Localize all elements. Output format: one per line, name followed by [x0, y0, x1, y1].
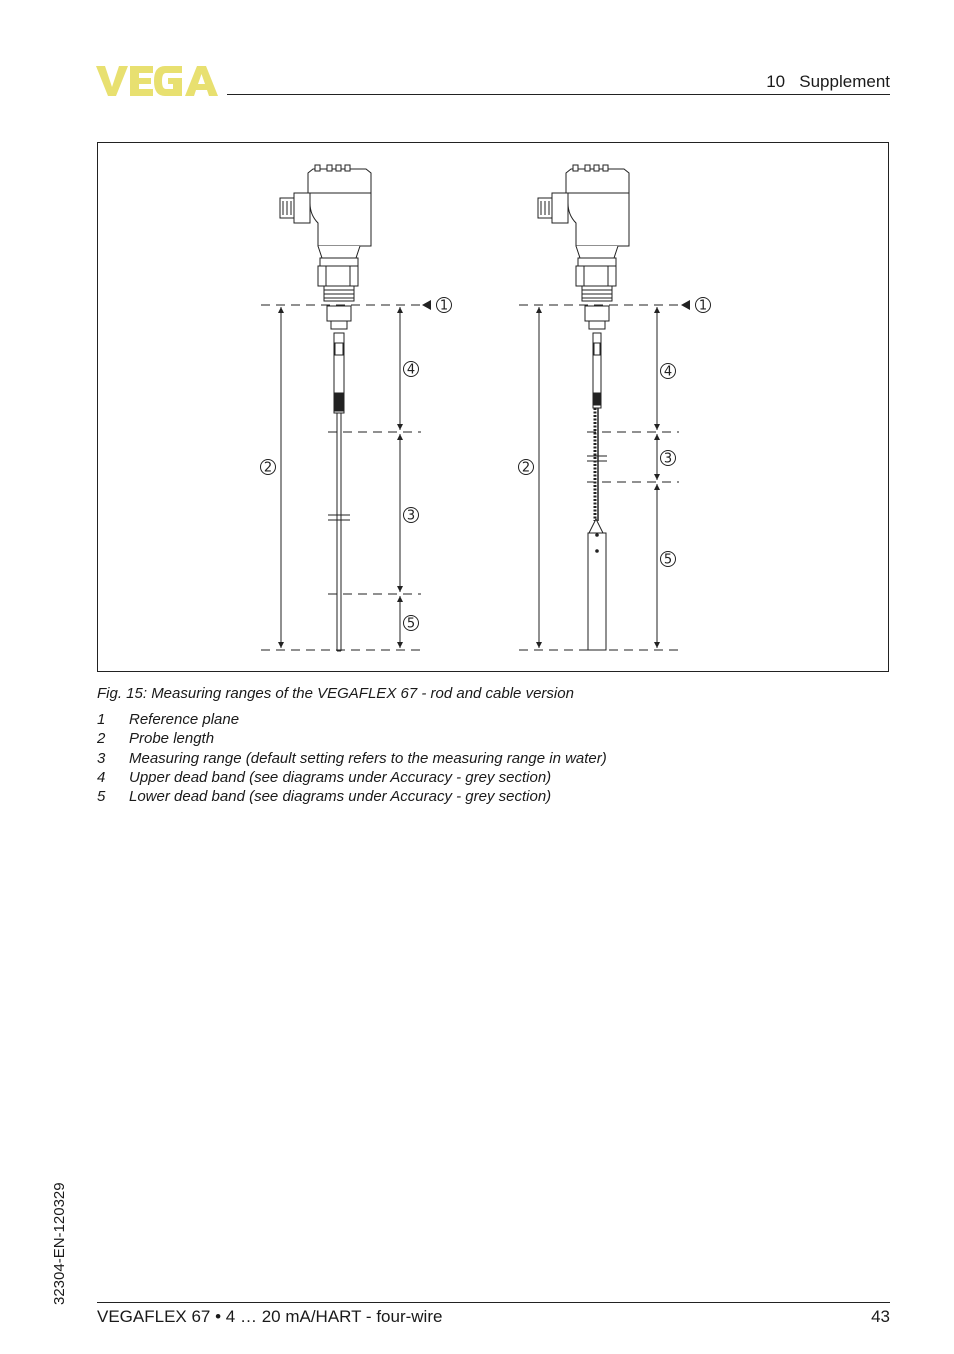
footer-rule	[97, 1302, 890, 1303]
vega-logo	[96, 66, 220, 96]
rod-callout-1: 1	[439, 298, 449, 314]
footer-title: VEGAFLEX 67 • 4 … 20 mA/HART - four-wire	[97, 1307, 443, 1326]
rod-callouts	[261, 298, 452, 631]
header-rule	[227, 94, 890, 95]
rod-callout-3: 3	[406, 508, 416, 524]
rod-callout-4: 4	[406, 362, 416, 378]
cable-callout-4: 4	[663, 364, 673, 380]
rod-version-dimensions	[261, 300, 431, 650]
page-number: 43	[871, 1307, 890, 1326]
section-title: 10 Supplement	[766, 72, 890, 91]
figure-frame	[97, 142, 889, 672]
legend-item: 3 Measuring range (default setting refers to the measuring range in water)	[97, 749, 607, 767]
cable-callout-2: 2	[521, 460, 531, 476]
figure-legend	[97, 710, 607, 806]
measuring-range-drawing	[98, 143, 890, 673]
legend-item: 1 Reference plane	[97, 711, 240, 728]
legend-item: 2 Probe length	[97, 730, 215, 748]
figure-caption: Fig. 15: Measuring ranges of the VEGAFLEX 67 - rod and cable version	[97, 685, 574, 702]
document-id: 32304-EN-120329	[51, 1182, 68, 1305]
cable-callouts	[519, 298, 711, 567]
rod-callout-2: 2	[263, 460, 273, 476]
cable-callout-3: 3	[663, 451, 673, 467]
cable-version-probe	[538, 165, 629, 650]
legend-item: 5 Lower dead band (see diagrams under Accuracy - grey section)	[97, 788, 552, 806]
rod-version-probe	[280, 165, 371, 651]
cable-callout-5: 5	[663, 552, 673, 568]
legend-item: 4 Upper dead band (see diagrams under Accuracy - grey section)	[97, 768, 552, 786]
rod-callout-5: 5	[406, 616, 416, 632]
cable-callout-1: 1	[698, 298, 708, 314]
